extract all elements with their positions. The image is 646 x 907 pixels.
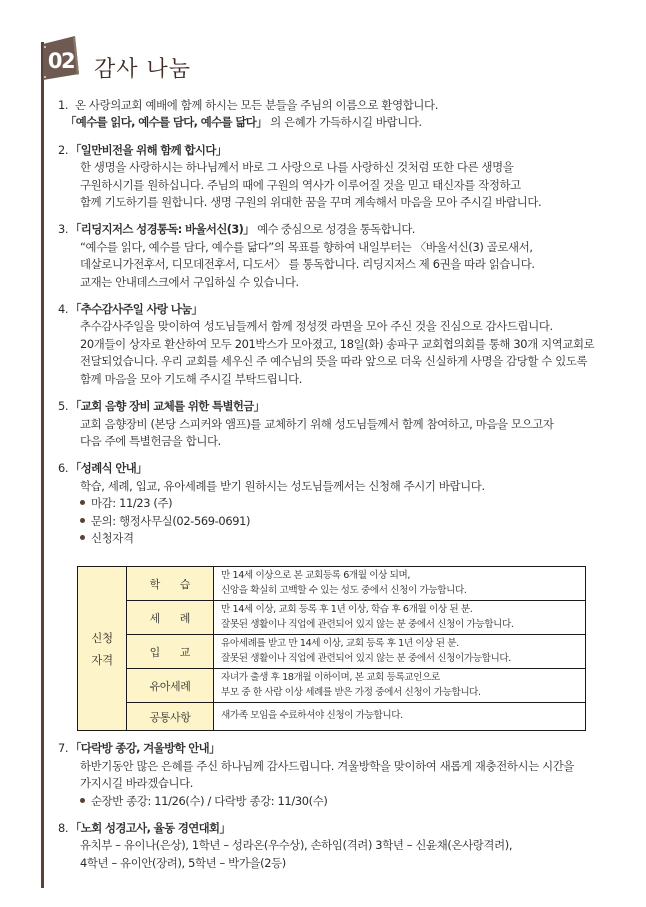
table-row bbox=[78, 703, 586, 731]
qualification-table bbox=[77, 566, 586, 731]
item-title: 「추수감사주일 사랑 나눔」 bbox=[70, 302, 203, 317]
item-text: 가지시길 바라겠습니다. bbox=[80, 776, 194, 791]
bullet-schedule: 순장반 종강: 11/26(수) / 다락방 종강: 11/30(수) bbox=[80, 793, 618, 810]
item-title: 「교회 음향 장비 교체를 위한 특별헌금」 bbox=[70, 399, 265, 414]
item-text: 20개들이 상자로 환산하여 모두 201박스가 모아졌고, 18일(화) 송파구 교회협의회를 통해 30개 지역교회로 bbox=[80, 336, 595, 351]
bullet-contact: 문의: 행정사무실(02-569-0691) bbox=[80, 513, 618, 530]
item-text: 추수감사주일을 맞이하여 성도님들께서 함께 정성껏 라면을 모아 주신 것을 진심으로 감사드립니다. bbox=[80, 319, 553, 334]
announcement-4 bbox=[58, 301, 618, 388]
announcement-8 bbox=[58, 820, 618, 872]
item-title-suffix: 예수 중심으로 성경을 통독합니다. bbox=[254, 222, 415, 237]
category-cell: 공통사항 bbox=[127, 703, 214, 731]
announcement-5 bbox=[58, 398, 618, 450]
item-text: 함께 마음을 모아 기도해 주시길 부탁드립니다. bbox=[80, 371, 303, 386]
bullet-icon bbox=[80, 500, 85, 505]
table-row bbox=[78, 567, 586, 601]
item-text: 4학년 – 유이안(장려), 5학년 – 박가을(2등) bbox=[80, 855, 286, 870]
bullet-icon bbox=[80, 518, 85, 523]
announcements-list bbox=[58, 97, 618, 882]
item-title: 「리딩지저스 성경통독: 바울서신(3)」 bbox=[70, 222, 255, 237]
item-number: 5. bbox=[58, 399, 69, 414]
description-cell: 만 14세 이상으로 본 교회등록 6개월 이상 되며, 신앙을 확실히 고백할 수 있는 성도 중에서 신청이 가능합니다. bbox=[214, 567, 586, 601]
flag-pole-line bbox=[41, 42, 44, 888]
item-text: 데살로니가전후서, 디모데전후서, 디도서〉 를 통독합니다. 리딩지저스 제 6권을 따라 읽습니다. bbox=[80, 257, 535, 272]
table-row bbox=[78, 669, 586, 703]
announcement-1 bbox=[58, 97, 618, 132]
item-text: 교회 음향장비 (본당 스피커와 앰프)를 교체하기 위해 성도님들께서 함께 참여하고, 마음을 모으고자 bbox=[80, 416, 554, 431]
bullet-icon bbox=[80, 798, 85, 803]
item-text: 한 생명을 사랑하시는 하나님께서 바로 그 사랑으로 나를 사랑하신 것처럼 또한 다른 생명을 bbox=[80, 160, 514, 175]
section-number: 02 bbox=[47, 49, 75, 73]
category-cell: 학 습 bbox=[127, 567, 214, 601]
item-title: 「일만비전을 위해 함께 합시다」 bbox=[70, 142, 227, 157]
group-label-cell: 신청 자격 bbox=[78, 567, 127, 731]
item-subline bbox=[58, 114, 618, 131]
item-title-row bbox=[58, 221, 618, 238]
category-cell: 세 례 bbox=[127, 601, 214, 635]
table-row bbox=[78, 601, 586, 635]
bullet-icon bbox=[80, 535, 85, 540]
item-text: “예수를 읽다, 예수를 담다, 예수를 닮다”의 목표를 향하여 내일부터는 〈바울서신(3) 골로새서, bbox=[80, 239, 533, 254]
item-number: 7. bbox=[58, 741, 69, 756]
item-number: 3. bbox=[58, 222, 69, 237]
item-text: 학습, 세례, 입교, 유아세례를 받기 원하시는 성도님들께서는 신청해 주시기 바랍니다. bbox=[80, 478, 485, 493]
item-text: 전달되었습니다. 우리 교회를 세우신 주 예수님의 뜻을 따라 앞으로 더욱 신실하게 사명을 감당할 수 있도록 bbox=[80, 354, 588, 369]
announcement-2 bbox=[58, 142, 618, 212]
item-text: 유치부 – 유이나(은상), 1학년 – 성라온(우수상), 손하임(격려) 3학년 – 신윤채(온사랑격려), bbox=[80, 838, 513, 853]
item-number: 2. bbox=[58, 142, 69, 157]
category-cell: 유아세례 bbox=[127, 669, 214, 703]
motto-bold: 「예수를 읽다, 예수를 담다, 예수를 닮다」 bbox=[65, 115, 267, 130]
bullet-deadline: 마감: 11/23 (주) bbox=[80, 495, 618, 512]
description-cell: 자녀가 출생 후 18개월 이하이며, 본 교회 등록교인으로 부모 중 한 사람 이상 세례를 받은 가정 중에서 신청이 가능합니다. bbox=[214, 669, 586, 703]
category-cell: 입 교 bbox=[127, 635, 214, 669]
item-title: 「노회 성경고사, 율동 경연대회」 bbox=[70, 820, 231, 835]
item-title: 「다락방 종강, 겨울방학 안내」 bbox=[70, 741, 220, 756]
bullet-qualification: 신청자격 bbox=[80, 530, 618, 547]
item-number: 1. bbox=[58, 98, 69, 112]
item-text: 구원하시기를 원하십니다. 주님의 때에 구원의 역사가 이루어질 것을 믿고 태신자를 작정하고 bbox=[80, 177, 521, 192]
item-text: 다음 주에 특별헌금을 합니다. bbox=[80, 433, 221, 448]
item-number: 4. bbox=[58, 302, 69, 317]
item-number: 6. bbox=[58, 461, 69, 476]
description-cell: 유아세례를 받고 만 14세 이상, 교회 등록 후 1년 이상 된 분. 잘못된 생활이나 직업에 관련되어 있지 않는 분 중에서 신청이가능합니다. bbox=[214, 635, 586, 669]
item-text: 온 사랑의교회 예배에 함께 하시는 모든 분들을 주님의 이름으로 환영합니다. bbox=[75, 98, 438, 112]
announcement-3 bbox=[58, 221, 618, 291]
item-text: 하반기동안 많은 은혜를 주신 하나님께 감사드립니다. 겨울방학을 맞이하여 새롭게 재충전하시는 시간을 bbox=[80, 758, 575, 773]
motto-rest: 의 은혜가 가득하시길 바랍니다. bbox=[266, 115, 422, 130]
item-text: 교재는 안내데스크에서 구입하실 수 있습니다. bbox=[80, 274, 299, 289]
announcement-7 bbox=[58, 740, 618, 810]
description-cell: 새가족 모임을 수료하셔야 신청이 가능합니다. bbox=[214, 703, 586, 731]
table-row bbox=[78, 635, 586, 669]
description-cell: 만 14세 이상, 교회 등록 후 1년 이상, 학습 후 6개월 이상 된 분. 잘못된 생활이나 직업에 관련되어 있지 않는 분 중에서 신청이 가능합니다. bbox=[214, 601, 586, 635]
item-number: 8. bbox=[58, 820, 69, 835]
item-text: 함께 기도하기를 원합니다. 생명 구원의 위대한 꿈을 꾸며 계속해서 마음을 모아 주시길 바랍니다. bbox=[80, 195, 542, 210]
item-title: 「성례식 안내」 bbox=[70, 461, 147, 476]
section-title: 감사 나눔 bbox=[94, 57, 192, 82]
